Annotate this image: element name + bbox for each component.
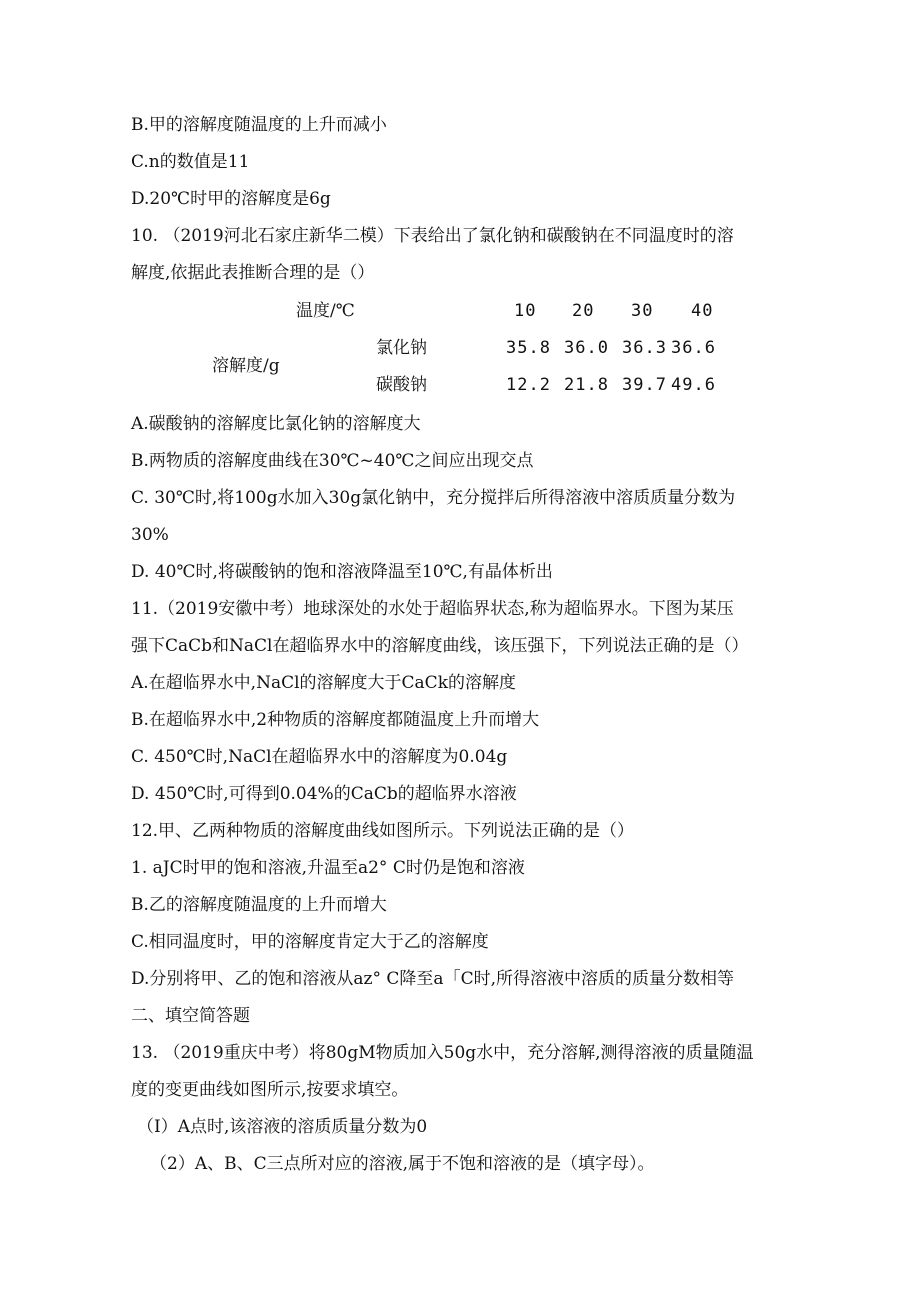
option-1-line: 1. aJC时甲的饱和溶液,升温至a2° C时仍是饱和溶液 (131, 858, 525, 878)
table-temp-header: 温度/℃ (296, 301, 355, 321)
table-value-cell: 36.3 (622, 338, 667, 358)
subquestion-2-line: （2）A、B、C三点所对应的溶液,属于不饱和溶液的是（填字母）。 (150, 1154, 655, 1174)
option-a-line: A.碳酸钠的溶解度比氯化钠的溶解度大 (131, 414, 421, 434)
subquestion-1-line: （I）A点时,该溶液的溶质质量分数为0 (137, 1117, 428, 1137)
table-value-cell: 49.6 (671, 375, 716, 395)
option-b-line: B.甲的溶解度随温度的上升而减小 (131, 115, 387, 135)
table-value-cell: 12.2 (506, 375, 551, 395)
table-temp-cell: 30 (631, 301, 654, 321)
table-value-cell: 36.0 (564, 338, 609, 358)
option-d-line: D. 40℃时,将碳酸钠的饱和溶液降温至10℃,有晶体析出 (131, 562, 553, 582)
option-d-line: D.分别将甲、乙的饱和溶液从az° C降至a「C时,所得溶液中溶质的质量分数相等 (131, 969, 734, 989)
table-row-name: 碳酸钠 (376, 375, 427, 395)
table-temp-cell: 10 (514, 301, 537, 321)
option-c-line: C. 450℃时,NaCl在超临界水中的溶解度为0.04g (131, 747, 508, 767)
table-value-cell: 39.7 (622, 375, 667, 395)
option-c-line: C.n的数值是11 (131, 152, 250, 172)
table-temp-cell: 40 (691, 301, 714, 321)
option-c-line: C. 30℃时,将100g水加入30g氯化钠中，充分搅拌后所得溶液中溶质质量分数为 (131, 488, 736, 508)
question-10-line-2: 解度,依据此表推断合理的是（） (131, 263, 375, 283)
option-a-line: A.在超临界水中,NaCl的溶解度大于CaCk的溶解度 (131, 673, 516, 693)
table-value-cell: 36.6 (671, 338, 716, 358)
question-10-line-1: 10. （2019河北石家庄新华二模）下表给出了氯化钠和碳酸钠在不同温度时的溶 (131, 226, 734, 246)
question-13-line-2: 度的变更曲线如图所示,按要求填空。 (131, 1080, 409, 1100)
option-b-line: B.乙的溶解度随温度的上升而增大 (131, 895, 387, 915)
option-c-continuation: 30% (131, 525, 169, 545)
option-b-line: B.在超临界水中,2种物质的溶解度都随温度上升而增大 (131, 710, 540, 730)
table-temp-cell: 20 (572, 301, 595, 321)
question-11-line-2: 强下CaCb和NaCl在超临界水中的溶解度曲线，该压强下，下列说法正确的是（） (131, 636, 749, 656)
option-c-line: C.相同温度时，甲的溶解度肯定大于乙的溶解度 (131, 932, 489, 952)
table-solubility-header: 溶解度/g (212, 356, 280, 376)
table-row-name: 氯化钠 (376, 338, 427, 358)
table-value-cell: 21.8 (564, 375, 609, 395)
section-heading: 二、填空简答题 (131, 1006, 250, 1026)
option-d-line: D.20℃时甲的溶解度是6g (131, 189, 331, 209)
option-d-line: D. 450℃时,可得到0.04%的CaCb的超临界水溶液 (131, 784, 517, 804)
table-value-cell: 35.8 (506, 338, 551, 358)
question-11-line-1: 11.（2019安徽中考）地球深处的水处于超临界状态,称为超临界水。下图为某压 (131, 599, 734, 619)
option-b-line: B.两物质的溶解度曲线在30℃~40℃之间应出现交点 (131, 451, 534, 471)
question-12-line: 12.甲、乙两种物质的溶解度曲线如图所示。下列说法正确的是（） (131, 821, 635, 841)
question-13-line-1: 13. （2019重庆中考）将80gM物质加入50g水中，充分溶解,测得溶液的质量随温 (131, 1043, 754, 1063)
